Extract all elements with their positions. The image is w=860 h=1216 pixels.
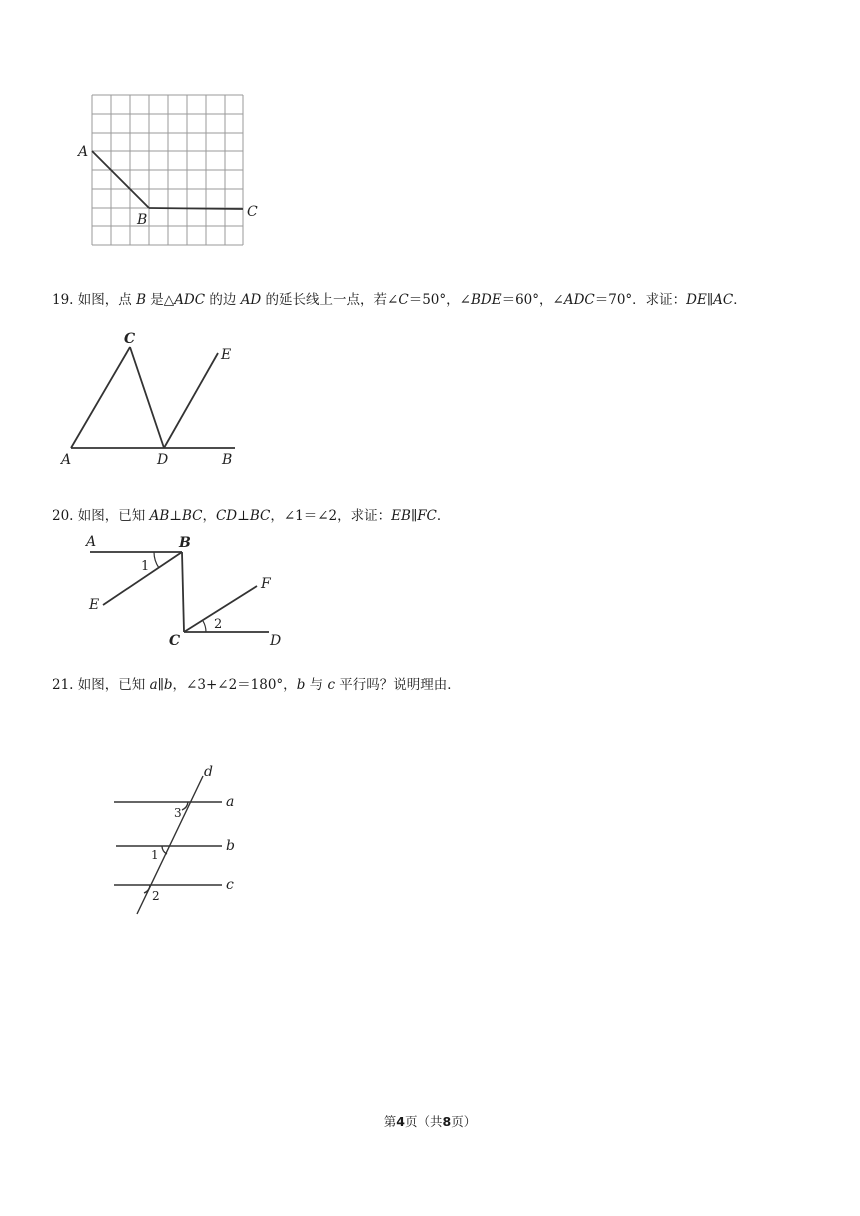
- var: ADC: [174, 292, 206, 308]
- label-D: D: [157, 452, 169, 468]
- text: ∥: [157, 677, 164, 693]
- label-d: d: [204, 764, 213, 780]
- label-A: A: [61, 452, 72, 468]
- page-footer: [0, 1112, 860, 1130]
- label-B: B: [179, 535, 191, 551]
- footer-suffix: 页）: [451, 1114, 477, 1129]
- question-number: 20.: [52, 508, 74, 524]
- segment-cd: [130, 347, 164, 448]
- var: BC: [249, 508, 271, 524]
- label-C: C: [169, 633, 181, 649]
- text: ，∠1＝∠2，求证：: [270, 508, 392, 524]
- var: b: [296, 677, 306, 693]
- text: 平行吗？说明理由．: [335, 677, 461, 693]
- angle-2-arc: [203, 621, 206, 632]
- var: FC: [417, 508, 437, 524]
- segment-ac: [71, 347, 130, 448]
- label-angle-2: 2: [152, 889, 160, 903]
- question-19: [52, 288, 747, 308]
- var: c: [327, 677, 335, 693]
- label-B: B: [222, 452, 233, 468]
- var: EB: [391, 508, 411, 524]
- segment-bc: [182, 552, 184, 632]
- label-a: a: [226, 794, 235, 810]
- var: ADC: [563, 292, 595, 308]
- label-angle-1: 1: [151, 848, 159, 862]
- label-angle-2: 2: [214, 617, 223, 632]
- grid: [92, 95, 243, 245]
- question-21: [52, 673, 461, 693]
- segment-de: [164, 353, 218, 448]
- angle-2-arc: [144, 885, 150, 893]
- figure-grid-abc: [70, 88, 270, 253]
- var: AB: [149, 508, 170, 524]
- var: b: [163, 677, 173, 693]
- segment-ab: [92, 151, 149, 208]
- text: 与: [305, 677, 328, 693]
- label-E: E: [221, 347, 232, 363]
- label-b: b: [226, 838, 235, 854]
- segment-bc: [149, 208, 243, 209]
- var: C: [398, 292, 409, 308]
- label-F: F: [261, 576, 271, 592]
- page-number: 4: [396, 1114, 405, 1129]
- angle-1-arc: [162, 846, 167, 854]
- figure-parallel-lines: [100, 760, 260, 920]
- label-A: A: [86, 534, 97, 550]
- text: ∥: [706, 292, 714, 308]
- question-20: [52, 504, 450, 524]
- text: ．: [436, 508, 451, 524]
- var: B: [136, 292, 146, 308]
- label-c: c: [226, 877, 234, 893]
- figure-triangle-adc: [55, 328, 255, 468]
- text: 的边: [205, 292, 241, 308]
- text: ＝70°．求证：: [594, 292, 687, 308]
- label-C: C: [124, 331, 136, 347]
- footer-prefix: 第: [383, 1114, 397, 1129]
- question-number: 19.: [52, 292, 74, 308]
- label-A: A: [78, 144, 89, 160]
- text: ＝60°，∠: [501, 292, 564, 308]
- angle-1-arc: [154, 552, 159, 568]
- footer-mid: 页（共: [404, 1114, 443, 1129]
- question-number: 21.: [52, 677, 74, 693]
- text: ＝50°，∠: [408, 292, 471, 308]
- label-angle-1: 1: [141, 559, 150, 574]
- label-B: B: [137, 212, 148, 228]
- label-D: D: [270, 633, 282, 649]
- label-E: E: [89, 597, 100, 613]
- text: 的延长线上一点，若∠: [261, 292, 399, 308]
- text: 是△: [146, 292, 175, 308]
- text: ，: [202, 508, 216, 524]
- text: ⊥: [237, 508, 250, 524]
- label-C: C: [247, 204, 258, 220]
- text: ．: [733, 292, 747, 308]
- figure-z-shape: [80, 530, 295, 650]
- text: ⊥: [169, 508, 182, 524]
- var: BDE: [470, 292, 502, 308]
- var: CD: [215, 508, 238, 524]
- var: AC: [713, 292, 734, 308]
- var: BC: [181, 508, 203, 524]
- text: 如图，已知: [77, 677, 150, 693]
- total-pages: 8: [442, 1114, 452, 1129]
- var: a: [149, 677, 158, 693]
- text: ，∠3+∠2＝180°，: [172, 677, 297, 693]
- text: ∥: [410, 508, 418, 524]
- label-angle-3: 3: [174, 806, 182, 820]
- text: 如图，点: [77, 292, 137, 308]
- text: 如图，已知: [77, 508, 150, 524]
- var: AD: [240, 292, 262, 308]
- var: DE: [686, 292, 707, 308]
- line-d: [137, 776, 203, 914]
